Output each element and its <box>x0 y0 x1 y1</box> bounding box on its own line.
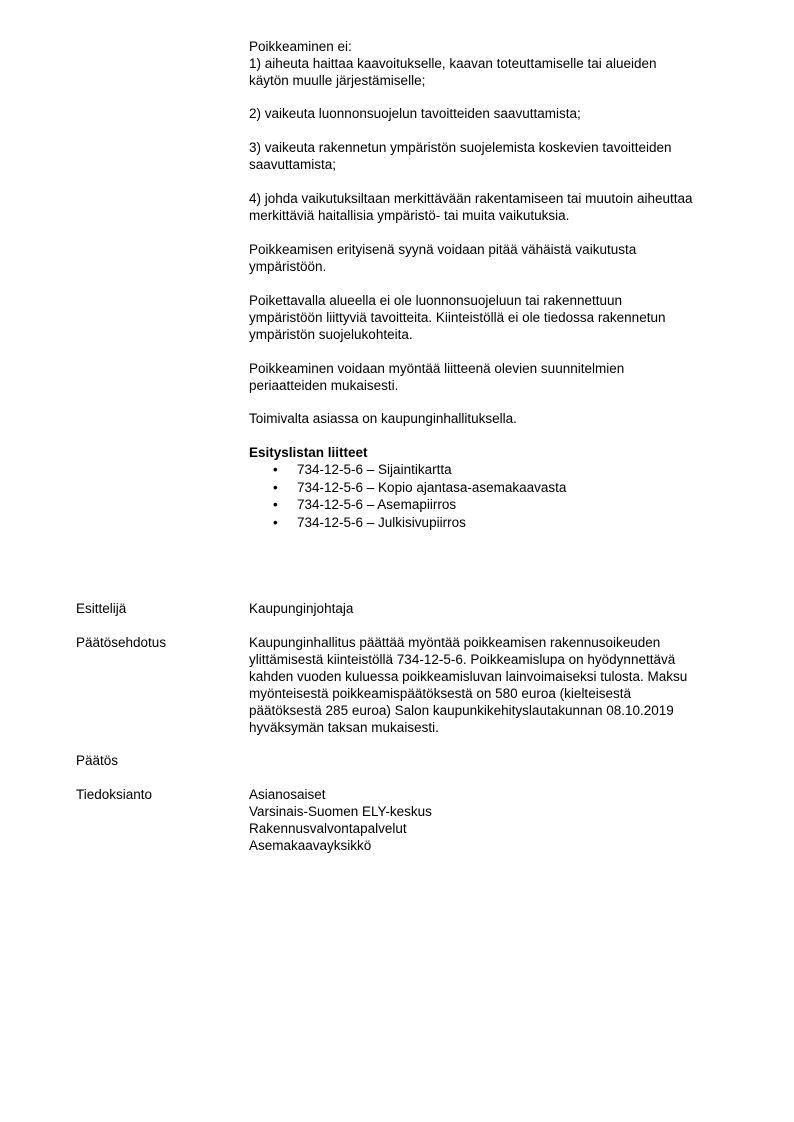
attachments-section <box>249 444 739 531</box>
presenter-value <box>249 600 739 617</box>
condition-4-line-2: merkittäviä haitallisia ympäristö- tai muita vaikutuksia. <box>249 208 570 223</box>
attachment-label: 734-12-5-6 – Sijaintikartta <box>297 462 452 477</box>
condition-3 <box>249 139 739 173</box>
condition-2-line-1: 2) vaikeuta luonnonsuojelun tavoitteiden saavuttamista; <box>249 106 581 121</box>
plans-line-2: periaatteiden mukaisesti. <box>249 378 399 393</box>
special-reason-paragraph <box>249 241 739 275</box>
presenter-line: Kaupunginjohtaja <box>249 601 354 616</box>
attachments-list <box>249 461 739 531</box>
attachment-label: 734-12-5-6 – Asemapiirros <box>297 497 457 512</box>
condition-1-line-2: käytön muulle järjestämiselle; <box>249 73 426 88</box>
condition-1-line-1: 1) aiheuta haittaa kaavoitukselle, kaavan toteuttamiselle tai alueiden <box>249 56 657 71</box>
recipient-item: Varsinais-Suomen ELY-keskus <box>249 804 432 819</box>
conditions-heading: Poikkeaminen ei: <box>249 39 352 54</box>
condition-3-line-1: 3) vaikeuta rakennetun ympäristön suojelemista koskevien tavoitteiden <box>249 140 672 155</box>
bullet-icon: • <box>273 479 278 495</box>
proposal-line-2: ylittämisestä kiinteistöllä 734-12-5-6. Poikkeamislupa on hyödynnettävä <box>249 652 676 667</box>
authority-line: Toimivalta asiassa on kaupunginhallituksella. <box>249 411 517 426</box>
deviation-conditions <box>249 38 739 89</box>
area-info-line-2: ympäristöön liittyviä tavoitteita. Kiinteistöllä ei ole tiedossa rakennetun <box>249 310 666 325</box>
proposal-label: Päätösehdotus <box>76 635 167 650</box>
decision-label: Päätös <box>76 753 119 768</box>
special-reason-line-1: Poikkeamisen erityisenä syynä voidaan pitää vähäistä vaikutusta <box>249 242 637 257</box>
presenter-label: Esittelijä <box>76 601 127 616</box>
attachment-label: 734-12-5-6 – Kopio ajantasa-asemakaavasta <box>297 479 567 495</box>
attachment-label: 734-12-5-6 – Julkisivupiirros <box>297 514 466 530</box>
proposal-line-1: Kaupunginhallitus päättää myöntää poikkeamisen rakennusoikeuden <box>249 635 661 650</box>
recipient-item: Asemakaavayksikkö <box>249 838 372 853</box>
proposal-text <box>249 634 739 736</box>
proposal-line-6: hyväksymän taksan mukaisesti. <box>249 720 439 735</box>
condition-4 <box>249 190 739 224</box>
bullet-icon: • <box>273 497 278 512</box>
attachment-item[interactable] <box>249 514 739 532</box>
plans-paragraph <box>249 360 739 394</box>
condition-3-line-2: saavuttamista; <box>249 157 337 172</box>
proposal-line-4: myönteisestä poikkeamispäätöksestä on 580 euroa (kielteisestä <box>249 686 631 701</box>
recipient-item: Asianosaiset <box>249 787 326 802</box>
condition-4-line-1: 4) johda vaikutuksiltaan merkittävään rakentamiseen tai muutoin aiheuttaa <box>249 191 693 206</box>
notification-recipients <box>249 786 739 854</box>
authority-paragraph <box>249 410 739 427</box>
attachments-heading: Esityslistan liitteet <box>249 445 368 460</box>
area-info-paragraph <box>249 292 739 343</box>
attachment-item[interactable] <box>249 461 739 479</box>
attachment-item[interactable] <box>249 479 739 497</box>
notification-label: Tiedoksianto <box>76 787 153 802</box>
area-info-line-3: ympäristön suojelukohteita. <box>249 327 413 342</box>
proposal-line-3: kahden vuoden kuluessa poikkeamisluvan lainvoimaiseksi tulosta. Maksu <box>249 669 688 684</box>
special-reason-line-2: ympäristöön. <box>249 259 327 274</box>
recipient-item: Rakennusvalvontapalvelut <box>249 821 407 836</box>
plans-line-1: Poikkeaminen voidaan myöntää liitteenä olevien suunnitelmien <box>249 361 625 376</box>
bullet-icon: • <box>273 514 278 530</box>
area-info-line-1: Poikettavalla alueella ei ole luonnonsuojeluun tai rakennettuun <box>249 293 623 308</box>
attachment-item[interactable] <box>249 496 739 514</box>
proposal-line-5: päätöksestä 285 euroa) Salon kaupunkikehityslautakunnan 08.10.2019 <box>249 703 674 718</box>
condition-2 <box>249 105 739 122</box>
bullet-icon: • <box>273 462 278 477</box>
